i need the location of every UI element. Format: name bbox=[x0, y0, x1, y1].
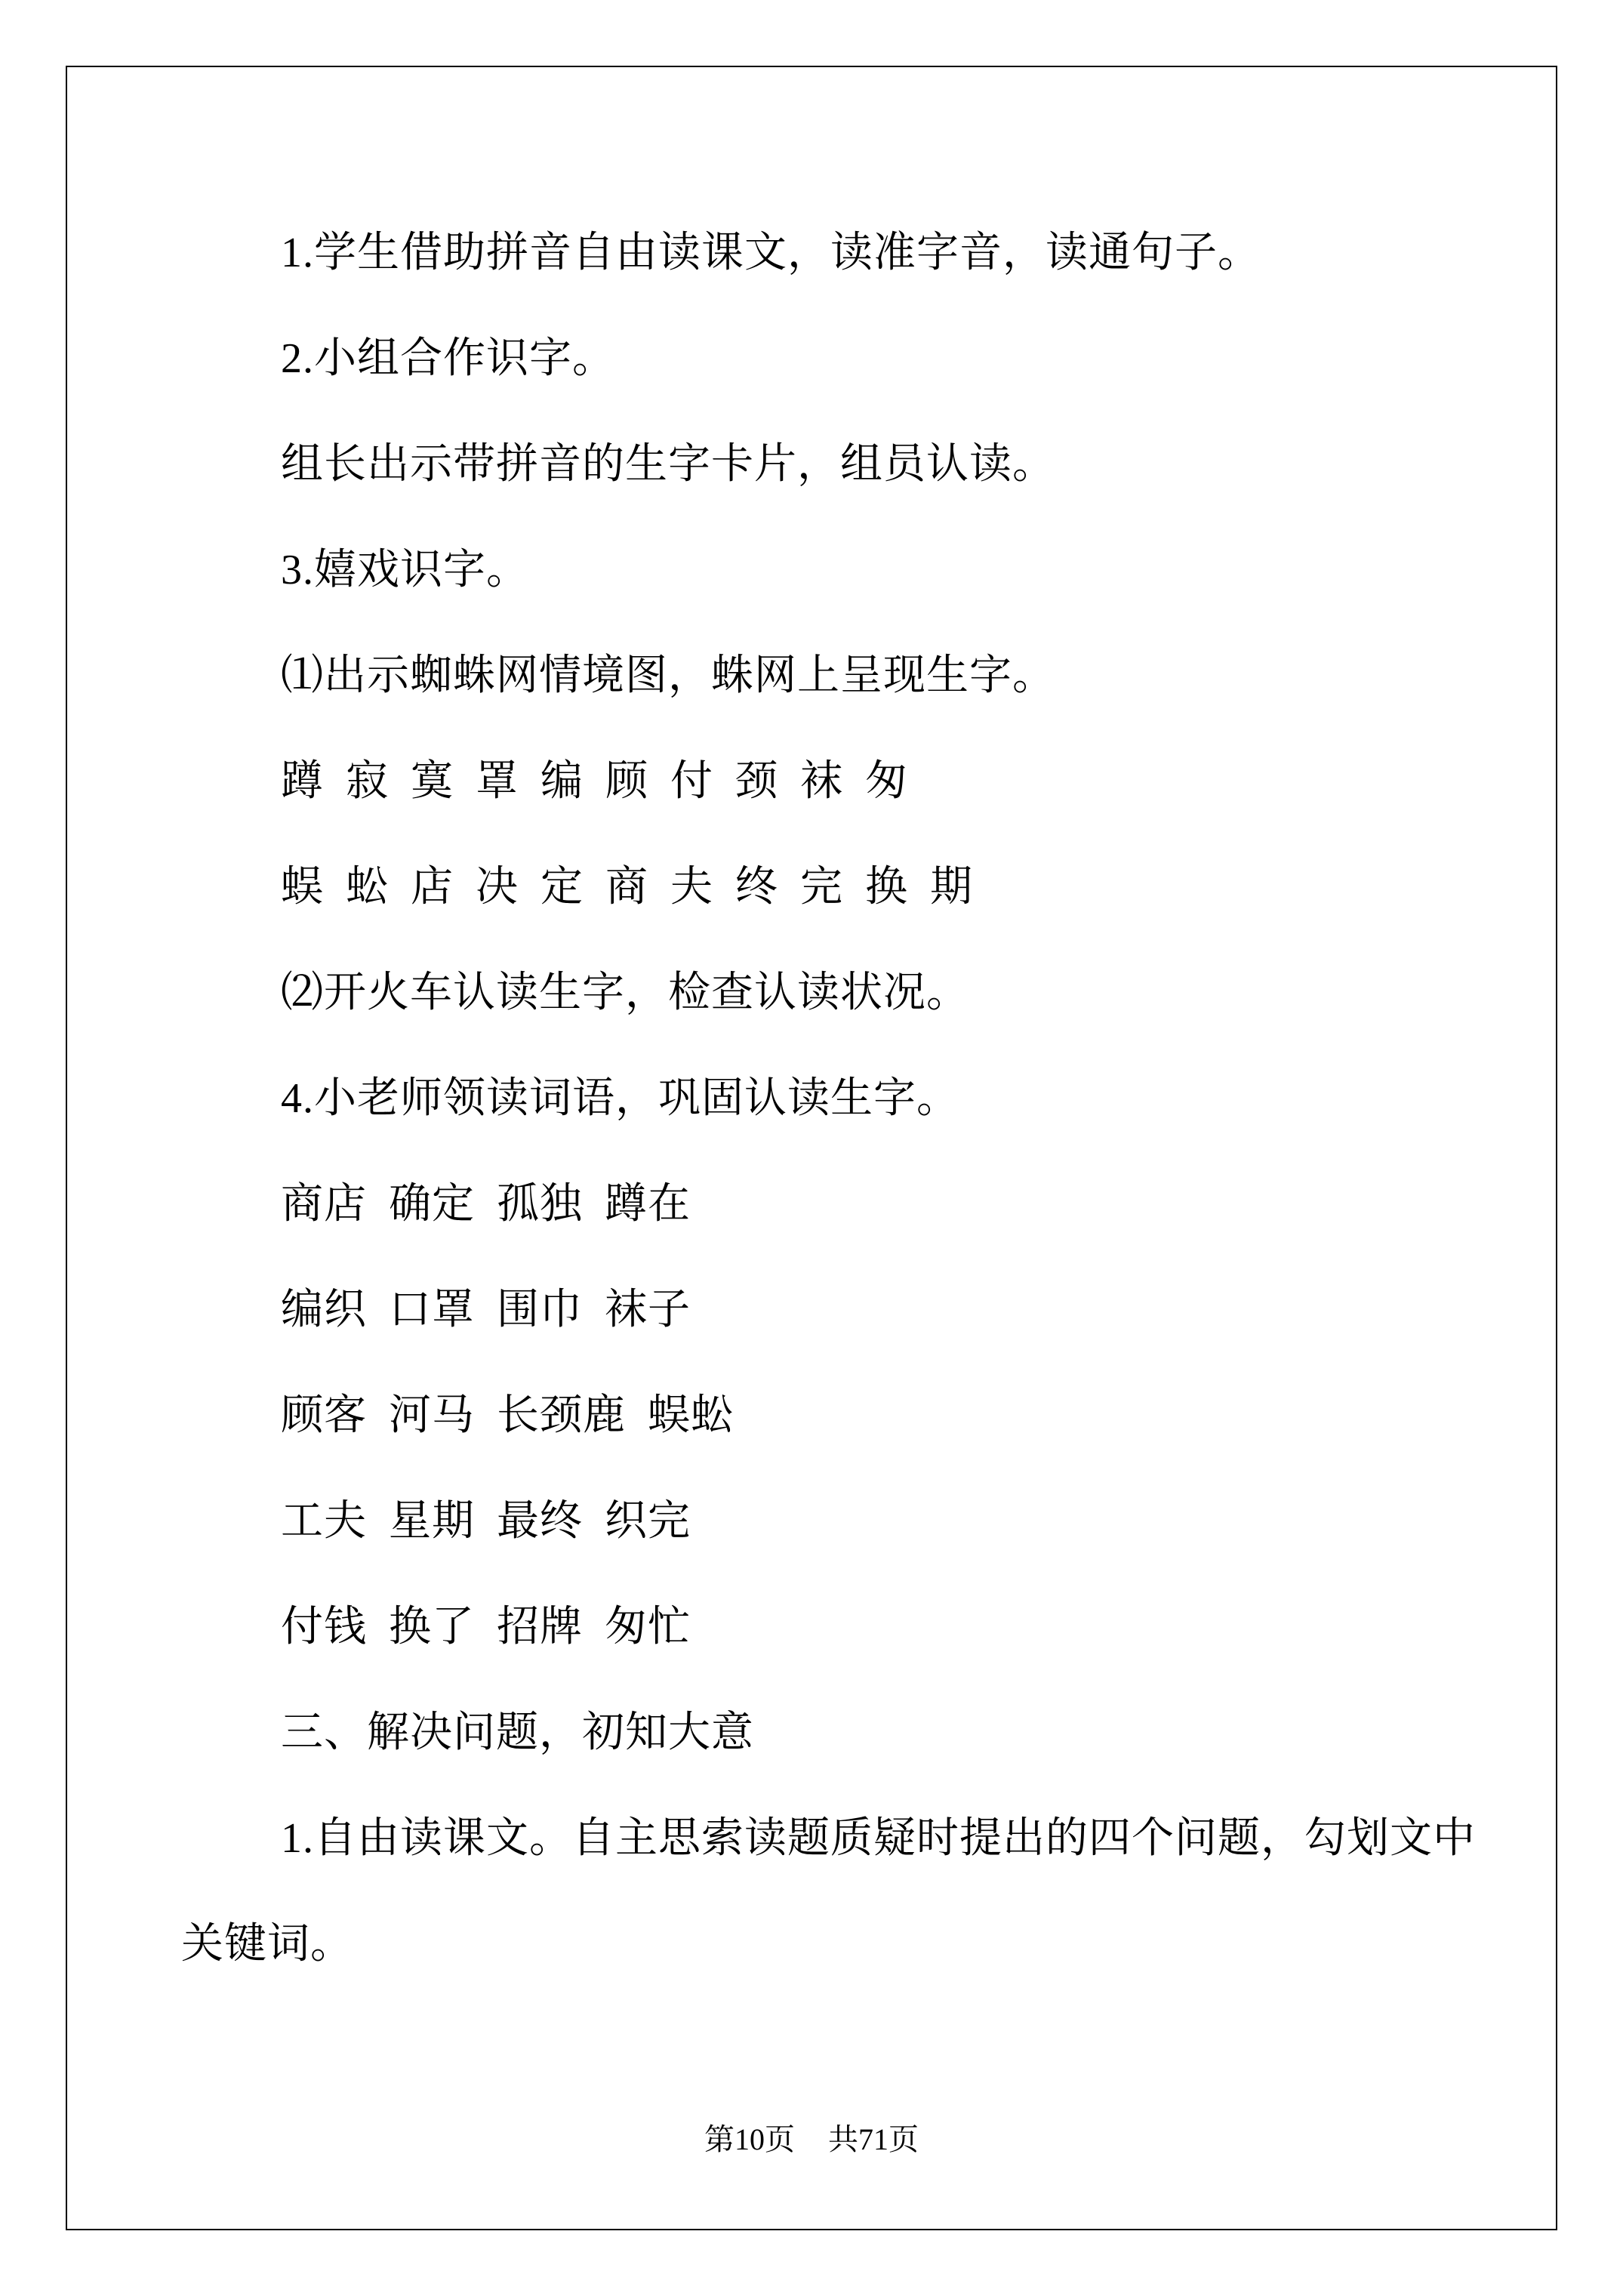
page-total-label: 共71页 bbox=[828, 2122, 919, 2156]
section-heading: 三、解决问题，初知大意 bbox=[281, 1709, 754, 1756]
page-number-label: 第10页 bbox=[704, 2122, 795, 2156]
word-list-row: 商店 确定 孤独 蹲在 bbox=[281, 1181, 691, 1228]
paragraph: 1.自由读课文。自主思索读题质疑时提出的四个问题，勾划文中 bbox=[281, 1815, 1476, 1862]
paragraph: 4.小老师领读词语，巩固认读生字。 bbox=[281, 1075, 959, 1122]
word-list-row: 工夫 星期 最终 织完 bbox=[281, 1498, 691, 1545]
paragraph-continuation: 关键词。 bbox=[181, 1921, 353, 1968]
character-list-row: 蜈 蚣 店 决 定 商 夫 终 完 换 期 bbox=[281, 864, 973, 911]
page-border-frame bbox=[66, 66, 1557, 2230]
paragraph: ⑴出示蜘蛛网情境图，蛛网上呈现生字。 bbox=[281, 652, 1055, 699]
paragraph: 2.小组合作识字。 bbox=[281, 335, 615, 382]
word-list-row: 编织 口罩 围巾 袜子 bbox=[281, 1287, 691, 1333]
character-list-row: 蹲 寂 寞 罩 编 顾 付 颈 袜 匆 bbox=[281, 758, 908, 805]
paragraph: ⑵开火车认读生字，检查认读状况。 bbox=[281, 969, 969, 1016]
paragraph: 1.学生借助拼音自由读课文，读准字音，读通句子。 bbox=[281, 230, 1261, 276]
page-footer bbox=[67, 2122, 1556, 2158]
word-list-row: 顾客 河马 长颈鹿 蜈蚣 bbox=[281, 1392, 734, 1439]
paragraph: 组长出示带拼音的生字卡片，组员认读。 bbox=[281, 441, 1055, 488]
word-list-row: 付钱 换了 招牌 匆忙 bbox=[281, 1604, 691, 1650]
paragraph: 3.嬉戏识字。 bbox=[281, 547, 529, 593]
document-body bbox=[181, 200, 1510, 1997]
